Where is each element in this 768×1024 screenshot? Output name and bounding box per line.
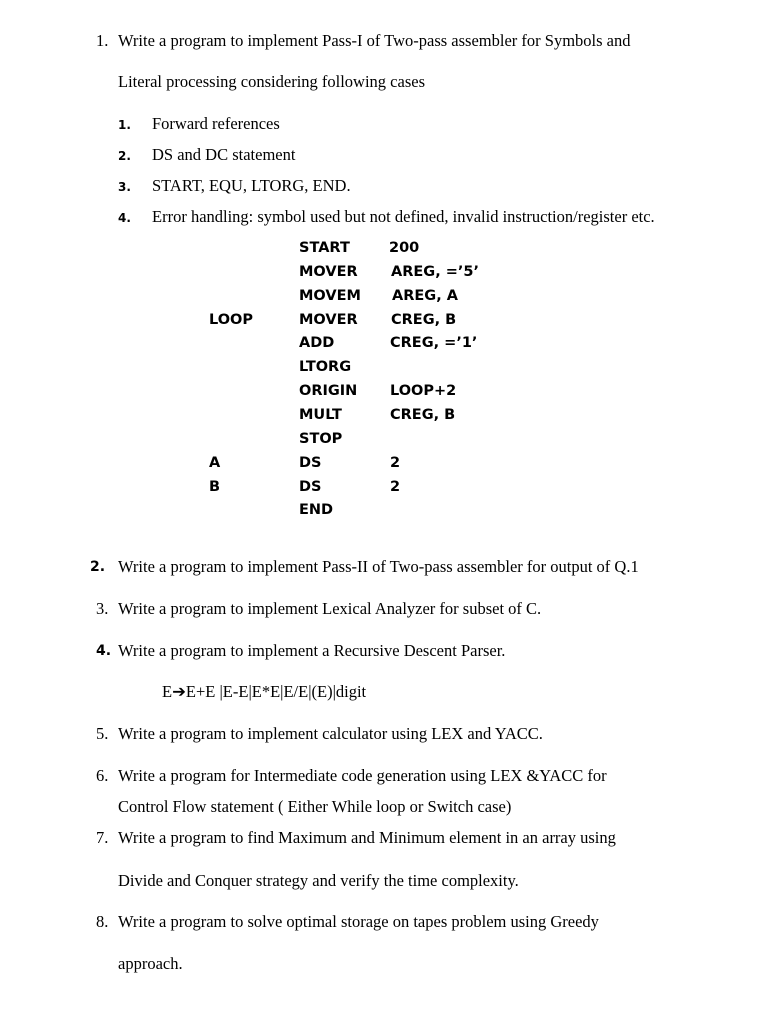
code-label: B — [209, 479, 221, 495]
code-operand: AREG, =’5’ — [391, 264, 480, 280]
q2-text: Write a program to implement Pass-II of Two-pass assembler for output of Q.1 — [118, 557, 639, 576]
code-op: MOVER — [299, 312, 358, 328]
q8-number: 8. — [96, 912, 109, 931]
q7-text-line1: Write a program to find Maximum and Minimum element in an array using — [118, 828, 616, 847]
q4-number: 4. — [96, 643, 112, 659]
case-4-number: 4. — [118, 211, 131, 225]
q6-number: 6. — [96, 766, 109, 785]
code-op: ADD — [299, 335, 335, 351]
q6-text-line2: Control Flow statement ( Either While loop or Switch case) — [118, 797, 512, 816]
code-op: DS — [299, 479, 322, 495]
code-operand: 200 — [389, 240, 420, 256]
case-1-number: 1. — [118, 118, 131, 132]
case-3-text: START, EQU, LTORG, END. — [152, 176, 351, 195]
case-2-text: DS and DC statement — [152, 145, 296, 164]
code-operand: 2 — [390, 455, 401, 471]
q7-text-line2: Divide and Conquer strategy and verify the time complexity. — [118, 871, 519, 890]
q5-text: Write a program to implement calculator using LEX and YACC. — [118, 724, 543, 743]
q3-number: 3. — [96, 599, 109, 618]
code-operand: LOOP+2 — [390, 383, 457, 399]
case-4-text: Error handling: symbol used but not defined, invalid instruction/register etc. — [152, 207, 655, 226]
case-2-number: 2. — [118, 149, 131, 163]
code-op: ORIGIN — [299, 383, 358, 399]
q8-text-line1: Write a program to solve optimal storage on tapes problem using Greedy — [118, 912, 599, 931]
code-op: MOVER — [299, 264, 358, 280]
case-3-number: 3. — [118, 180, 131, 194]
code-operand: CREG, =’1’ — [390, 335, 478, 351]
q1-number: 1. — [96, 31, 109, 50]
code-label: A — [209, 455, 221, 471]
code-op: DS — [299, 455, 322, 471]
code-op: MOVEM — [299, 288, 361, 304]
code-op: END — [299, 502, 334, 518]
q6-text-line1: Write a program for Intermediate code generation using LEX &YACC for — [118, 766, 607, 785]
q5-number: 5. — [96, 724, 109, 743]
code-operand: 2 — [390, 479, 401, 495]
case-1-text: Forward references — [152, 114, 280, 133]
code-operand: AREG, A — [392, 288, 458, 304]
code-operand: CREG, B — [391, 312, 457, 328]
code-op: START — [299, 240, 350, 256]
code-label: LOOP — [209, 312, 254, 328]
q8-text-line2: approach. — [118, 954, 183, 973]
q4-text: Write a program to implement a Recursive Descent Parser. — [118, 641, 506, 660]
q3-text: Write a program to implement Lexical Analyzer for subset of C. — [118, 599, 542, 618]
code-operand: CREG, B — [390, 407, 456, 423]
q4-grammar: E➔E+E |E-E|E*E|E/E|(E)|digit — [162, 682, 367, 701]
code-op: LTORG — [299, 359, 352, 375]
code-op: STOP — [299, 431, 343, 447]
q1-text-line1: Write a program to implement Pass-I of Two-pass assembler for Symbols and — [118, 31, 631, 50]
q1-text-line2: Literal processing considering following cases — [118, 72, 425, 91]
q7-number: 7. — [96, 828, 109, 847]
code-op: MULT — [299, 407, 342, 423]
q2-number: 2. — [90, 559, 106, 575]
